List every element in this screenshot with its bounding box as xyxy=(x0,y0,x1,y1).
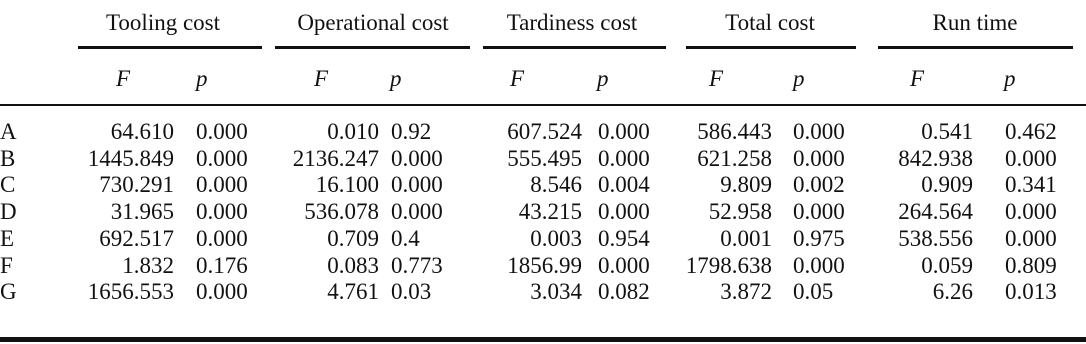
f-value: 16.100 xyxy=(315,172,379,198)
p-value: 0.000 xyxy=(196,225,248,251)
row-label: B xyxy=(0,145,16,171)
f-value: 43.215 xyxy=(518,199,582,225)
row-label: A xyxy=(0,119,17,144)
p-value: 0.000 xyxy=(598,252,650,278)
sub-header-f: F xyxy=(115,66,131,91)
f-value: 1.832 xyxy=(122,252,174,278)
sub-header-f: F xyxy=(509,66,525,91)
column-group-header: Run time xyxy=(932,10,1018,35)
p-value: 0.000 xyxy=(196,145,248,171)
p-value: 0.809 xyxy=(1005,252,1057,278)
row-label: D xyxy=(0,199,17,225)
f-value: 0.001 xyxy=(720,225,772,251)
sub-header-p: p xyxy=(597,66,609,91)
header-rule xyxy=(0,104,1086,106)
p-value: 0.773 xyxy=(391,252,443,278)
p-value: 0.000 xyxy=(793,145,845,171)
p-value: 0.000 xyxy=(391,172,443,198)
column-group-header: Operational cost xyxy=(297,10,449,35)
f-value: 0.083 xyxy=(327,252,379,278)
row-label: C xyxy=(0,172,16,198)
group-underline xyxy=(878,46,1073,49)
f-value: 4.761 xyxy=(327,279,379,305)
row-label: G xyxy=(0,279,17,305)
f-value: 9.809 xyxy=(720,172,772,198)
p-value: 0.05 xyxy=(793,279,834,305)
f-value: 1798.638 xyxy=(685,252,772,278)
f-value: 621.258 xyxy=(697,145,772,171)
bottom-rule xyxy=(0,337,1086,342)
p-value: 0.03 xyxy=(391,279,432,305)
f-value: 6.26 xyxy=(932,279,973,305)
f-value: 64.610 xyxy=(110,119,174,144)
group-underline xyxy=(483,46,666,49)
f-value: 536.078 xyxy=(304,199,379,225)
p-value: 0.4 xyxy=(391,225,420,251)
p-value: 0.000 xyxy=(1005,225,1057,251)
p-value: 0.082 xyxy=(598,279,650,305)
f-value: 0.541 xyxy=(921,119,973,144)
p-value: 0.000 xyxy=(196,199,248,225)
p-value: 0.000 xyxy=(1005,145,1057,171)
f-value: 538.556 xyxy=(898,225,973,251)
p-value: 0.000 xyxy=(196,172,248,198)
f-value: 0.003 xyxy=(530,225,582,251)
p-value: 0.000 xyxy=(598,119,650,144)
p-value: 0.000 xyxy=(793,119,845,144)
row-label: F xyxy=(0,252,13,278)
sub-header-p: p xyxy=(1004,66,1016,91)
group-underline xyxy=(275,46,470,49)
p-value: 0.000 xyxy=(598,199,650,225)
f-value: 3.034 xyxy=(530,279,582,305)
p-value: 0.341 xyxy=(1005,172,1057,198)
f-value: 0.909 xyxy=(921,172,973,198)
p-value: 0.462 xyxy=(1005,119,1057,144)
f-value: 0.059 xyxy=(921,252,973,278)
f-value: 1445.849 xyxy=(87,145,174,171)
f-value: 0.010 xyxy=(327,119,379,144)
p-value: 0.000 xyxy=(196,119,248,144)
column-group-header: Total cost xyxy=(725,10,815,35)
f-value: 730.291 xyxy=(99,172,174,198)
f-value: 264.564 xyxy=(898,199,973,225)
column-group-header: Tardiness cost xyxy=(506,10,638,35)
sub-header-p: p xyxy=(196,66,208,91)
row-label: E xyxy=(0,225,15,251)
sub-header-p: p xyxy=(793,66,805,91)
sub-header-p: p xyxy=(390,66,402,91)
p-value: 0.000 xyxy=(391,199,443,225)
f-value: 2136.247 xyxy=(292,145,379,171)
p-value: 0.975 xyxy=(793,225,845,251)
f-value: 52.958 xyxy=(708,199,772,225)
f-value: 1856.99 xyxy=(507,252,582,278)
sub-header-f: F xyxy=(708,66,724,91)
f-value: 842.938 xyxy=(898,145,973,171)
f-value: 3.872 xyxy=(720,279,772,305)
p-value: 0.013 xyxy=(1005,279,1057,305)
group-underline xyxy=(686,46,856,49)
f-value: 31.965 xyxy=(110,199,174,225)
p-value: 0.000 xyxy=(793,199,845,225)
f-value: 1656.553 xyxy=(87,279,174,305)
p-value: 0.000 xyxy=(793,252,845,278)
p-value: 0.000 xyxy=(196,279,248,305)
p-value: 0.000 xyxy=(1005,199,1057,225)
p-value: 0.92 xyxy=(391,119,432,144)
p-value: 0.954 xyxy=(598,225,650,251)
sub-header-f: F xyxy=(909,66,925,91)
f-value: 0.709 xyxy=(327,225,379,251)
f-value: 586.443 xyxy=(697,119,772,144)
f-value: 8.546 xyxy=(530,172,582,198)
p-value: 0.002 xyxy=(793,172,845,198)
f-value: 692.517 xyxy=(99,225,174,251)
p-value: 0.000 xyxy=(391,145,443,171)
p-value: 0.176 xyxy=(196,252,248,278)
sub-header-f: F xyxy=(313,66,329,91)
f-value: 555.495 xyxy=(507,145,582,171)
group-underline xyxy=(78,46,262,49)
f-value: 607.524 xyxy=(507,119,582,144)
column-group-header: Tooling cost xyxy=(105,10,221,35)
p-value: 0.000 xyxy=(598,145,650,171)
p-value: 0.004 xyxy=(598,172,650,198)
